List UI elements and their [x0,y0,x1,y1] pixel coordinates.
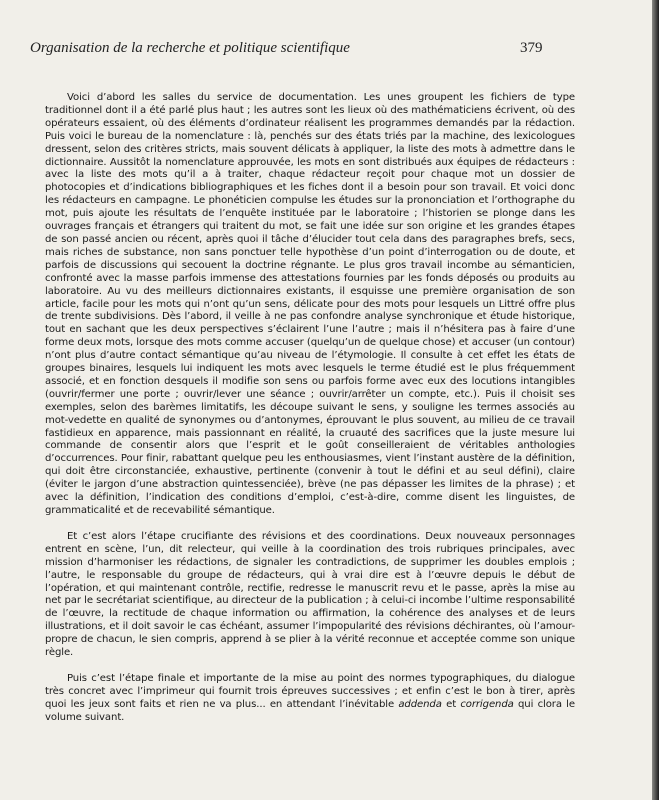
paragraph-3-text-after: qui clora le volume suivant. [45,698,576,723]
running-head-title: Organisation de la recherche et politique scientifique [30,40,350,56]
paragraph-3-text-middle: et [441,698,461,710]
page-number: 379 [520,40,543,56]
paragraph-3 [45,673,575,725]
italic-term-corrigenda: corrigenda [460,698,514,710]
paragraph-3-text-before: Puis c’est l’étape finale et importante de la mise au point des normes typographiques, du dialogue très concret avec l’imprimeur qui fournit trois épreuves successives ; et enfin c’est le bon à tirer, après quoi les jeux sont faits et rien ne va plus... en attendant l’inévitable [45,672,575,710]
paragraph-2: Et c’est alors l’étape crucifiante des révisions et des coordinations. Deux nouveaux personnages entrent en scène, l’un, dit relecteur, qui veille à la coordination des trois rubriques principales, avec mission d’harmoniser les rédactions, de signaler les contradictions, de supprimer les doubles emplois ; l’autre, le responsable du groupe de rédacteurs, qui à vrai dire est à l’œuvre depuis le début de l’opération, et qui maintenant contrôle, rectifie, redresse le manuscrit revu et le passe, après la mise au net par le secrétariat scientifique, au directeur de la publication ; à celui-ci incombe l’ultime responsabilité de l’œuvre, la rectitude de chaque information ou affirmation, la cohérence des analyses et de leurs illustrations, et il doit savoir le cas échéant, assumer l’impopularité des révisions déchirantes, où l’amour-propre de chacun, le sien compris, apprend à se plier à la vérité reconnue et acceptée comme son unique règle. [45,530,575,659]
paragraph-1: Voici d’abord les salles du service de documentation. Les unes groupent les fichiers de type traditionnel dont il a été parlé plus haut ; les autres sont les lieux où des mathématiciens écrivent, où des opérateurs essaient, où des éléments d’ordinateur réalisent les programmes demandés par la rédaction. Puis voici le bureau de la nomenclature : là, penchés sur des états triés par la machine, des lexicologues dressent, selon des critères stricts, mais souvent délicats à appliquer, la liste des mots à admettre dans le dictionnaire. Aussitôt la nomenclature approuvée, les mots en sont distribués aux équipes de rédacteurs : avec la liste des mots qu’il a à traiter, chaque rédacteur reçoit pour chaque mot un dossier de photocopies et d’indications bibliographiques et les fiches dont il a besoin pour son travail. Et voici donc les rédacteurs en campagne. Le phonéticien compulse les études sur la prononciation et l’orthographe du mot, puis ajoute les résultats de l’enquête instituée par le laboratoire ; l’historien se plonge dans les ouvrages français et étrangers qui traitent du mot, se fait une idée sur son origine et les grandes étapes de son passé ancien ou récent, après quoi il tâche d’élucider tout cela dans des paragraphes brefs, secs, mais riches de substance, non sans ponctuer telle hypothèse d’un point d’interrogation ou de doute, et parfois de discussions qui secouent la doctrine régnante. Le plus gros travail incombe au sémanticien, confronté avec la masse parfois immense des attestations fournies par les fonds déposés ou produits au laboratoire. Au vu des meilleurs dictionnaires existants, il esquisse une première organisation de son article, facile pour les mots qui n’ont qu’un sens, délicate pour des mots pour lesquels un Littré offre plus de trente subdivisions. Dès l’abord, il veille à ne pas confondre analyse synchronique et étude historique, tout en sachant que les deux perspectives s’éclairent l’une l’autre ; mais il n’hésitera pas à faire d’une forme deux mots, lorsque des mots comme accuser (quelqu’un de quelque chose) et accuser (un contour) n’ont plus d’autre contact sémantique qu’au niveau de l’étymologie. Il consulte à cet effet les états de groupes binaires, lesquels lui indiquent les mots avec lesquels le terme étudié est le plus fréquemment associé, et en fonction desquels il modifie son sens ou parfois forme avec eux des locutions intangibles (ouvrir/fermer une porte ; ouvrir/lever une séance ; ouvrir/arrêter un compte, etc.). Puis il choisit ses exemples, selon des barèmes limitatifs, les découpe suivant le sens, y souligne les termes associés au mot-vedette en qualité de synonymes ou d’antonymes, éprouvant le plus souvent, au milieu de ce travail fastidieux en apparence, mais passionnant en réalité, la cruauté des sacrifices que la juste mesure lui commande de consentir alors que l’esprit et le goût conseilleraient de véritables anthologies d’occurrences. Pour finir, rabattant quelque peu les enthousiasmes, vient l’instant austère de la définition, qui doit être circonstanciée, exhaustive, pertinente (convenir à tout le défini et au seul défini), claire (éviter le jargon d’une abstraction quintessenciée), brève (ne pas dépasser les limites de la phrase) ; et avec la définition, l’indication des conditions d’emploi, c’est-à-dire, comme disent les linguistes, de grammaticalité et de recevabilité sémantique. [45,92,575,516]
italic-term-addenda: addenda [398,698,442,710]
body-text [45,92,575,725]
page-edge-shadow [652,0,659,800]
